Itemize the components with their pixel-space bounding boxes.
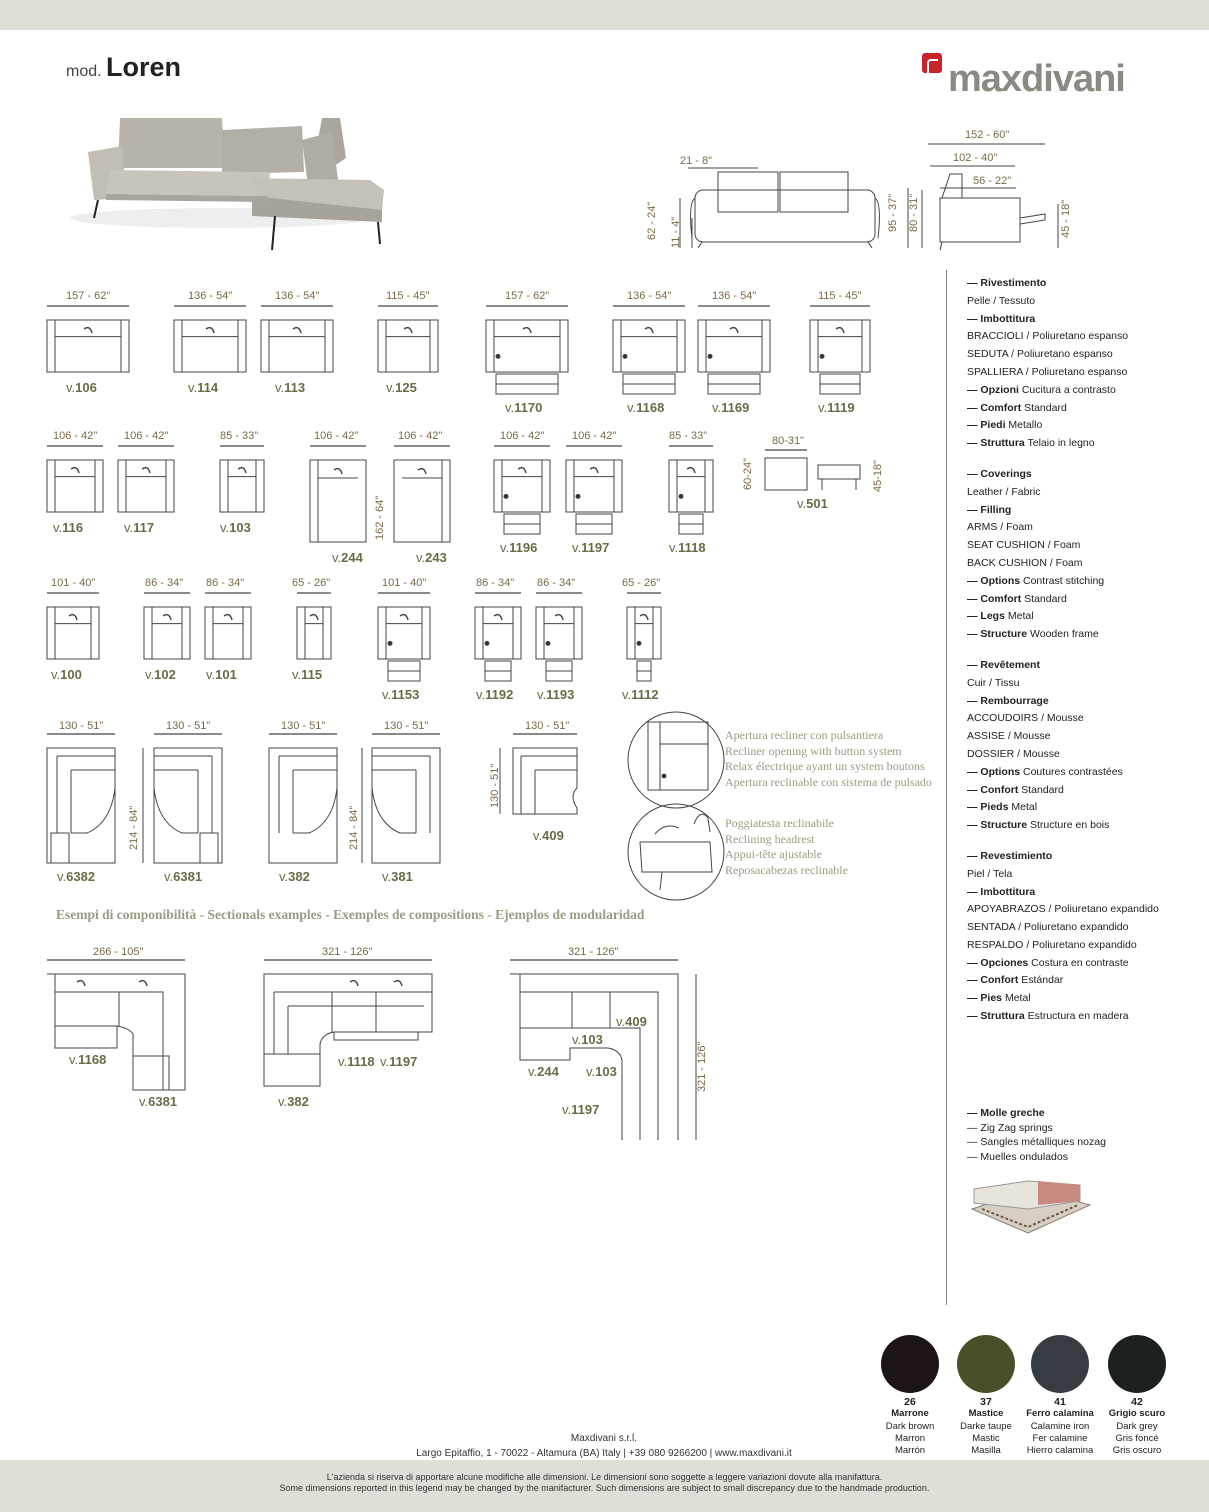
module-label-1153: v.1153 — [382, 687, 420, 702]
company-name: Maxdivani s.r.l. — [570, 1433, 638, 1444]
spec-line: Pelle / Tessuto — [967, 294, 1036, 307]
dim-243: 106 - 42" — [398, 430, 443, 442]
module-label-1169: v.1169 — [712, 400, 750, 415]
specs-panel — [967, 275, 1202, 1039]
dim-example-2: 321 - 126" — [322, 946, 373, 958]
spec-line: Leather / Fabric — [967, 485, 1041, 498]
dim-depth-seat: 56 - 22" — [973, 175, 1012, 187]
dim-115: 65 - 26" — [292, 577, 331, 589]
disclaimer — [0, 1472, 1209, 1494]
dim-106: 157 - 62" — [66, 290, 111, 302]
dim-depth-open: 152 - 60" — [965, 129, 1010, 141]
dim-409: 130 - 51" — [525, 720, 570, 732]
color-it: Marrone — [891, 1408, 929, 1420]
example-label-103b: v.103 — [586, 1064, 617, 1079]
dim-height-foot: 11 - 4" — [670, 216, 682, 248]
spec-line: — Pieds Metal — [967, 801, 1038, 814]
dim-113: 136 - 54" — [275, 290, 320, 302]
dim-116: 106 - 42" — [53, 430, 98, 442]
color-en: Dark brown — [885, 1420, 935, 1432]
spec-line: — Legs Metal — [967, 610, 1034, 623]
brand-name: maxdivani — [948, 58, 1125, 100]
spec-line: — Opzioni Cucitura a contrasto — [967, 383, 1116, 396]
dim-382: 130 - 51" — [281, 720, 326, 732]
spec-line: — Options Contrast stitching — [967, 574, 1105, 587]
dim-height-total: 62 - 24" — [646, 201, 658, 240]
dim-103: 85 - 33" — [220, 430, 259, 442]
dim-corner-1: 214 - 84" — [128, 805, 140, 850]
spec-line: — Pies Metal — [967, 992, 1031, 1005]
color-es: Gris oscuro — [1112, 1445, 1162, 1457]
dim-pouf-h: 45-18" — [872, 459, 884, 492]
module-label-114: v.114 — [188, 380, 219, 395]
spec-line: — Rivestimento — [967, 277, 1047, 289]
module-label-244: v.244 — [332, 550, 363, 565]
module-label-243: v.243 — [416, 550, 447, 565]
module-label-1196: v.1196 — [500, 540, 538, 555]
springs-line: — Sangles métalliques nozag — [967, 1136, 1106, 1148]
note-line: Reposacabezas reclinable — [725, 862, 848, 877]
dim-pouf-w: 80-31" — [772, 435, 805, 447]
spec-block — [967, 848, 1202, 1026]
module-label-381: v.381 — [382, 869, 413, 884]
example-label-409: v.409 — [616, 1014, 647, 1029]
dim-125: 115 - 45" — [386, 290, 430, 302]
dim-example-3: 321 - 126" — [568, 946, 619, 958]
note-line: Apertura recliner con pulsantiera — [725, 728, 884, 742]
module-label-382: v.382 — [279, 869, 310, 884]
dim-100: 101 - 40" — [51, 577, 96, 589]
dim-101: 86 - 34" — [206, 577, 245, 589]
color-fr: Mastic — [972, 1432, 1000, 1444]
dim-409-side: 130 - 51" — [489, 763, 501, 808]
springs-title: — Molle greche — [967, 1107, 1045, 1119]
spec-line: — Rembourrage — [967, 694, 1049, 707]
springs-line: — Zig Zag springs — [967, 1121, 1053, 1134]
spec-line: APOYABRAZOS / Poliuretano expandido — [967, 903, 1159, 916]
spec-line: Cuir / Tissu — [967, 676, 1020, 689]
color-label — [945, 1396, 1027, 1457]
dim-1192: 86 - 34" — [476, 577, 515, 589]
module-label-501: v.501 — [797, 496, 828, 511]
spec-line: — Imbottitura — [967, 312, 1036, 325]
module-label-1119: v.1119 — [818, 400, 855, 415]
color-code: 26 — [904, 1396, 916, 1408]
spec-line: Piel / Tela — [967, 867, 1013, 880]
spec-line: — Struttura Estructura en madera — [967, 1010, 1129, 1023]
color-fr: Gris foncé — [1115, 1432, 1159, 1444]
color-code: 41 — [1054, 1396, 1066, 1408]
color-swatch-37 — [957, 1335, 1015, 1393]
dim-1112: 65 - 26" — [622, 577, 661, 589]
color-es: Hierro calamina — [1026, 1445, 1094, 1457]
dim-1168: 136 - 54" — [627, 290, 672, 302]
color-en: Calamine iron — [1030, 1420, 1090, 1432]
dim-117: 106 - 42" — [124, 430, 169, 442]
color-it: Mastice — [968, 1408, 1004, 1420]
spec-line: — Piedi Metallo — [967, 419, 1043, 432]
module-label-113: v.113 — [275, 380, 306, 395]
company-info — [414, 1431, 794, 1461]
module-label-409: v.409 — [533, 828, 564, 843]
module-label-1193: v.1193 — [537, 687, 575, 702]
disclaimer-line: Some dimensions reported in this legend may be changed by the manifacturer. Such dimensions are subject to small discrepancy due to the handmade production. — [279, 1483, 930, 1493]
spec-line: — Coverings — [967, 467, 1032, 480]
module-label-101: v.101 — [206, 667, 237, 682]
dim-244: 106 - 42" — [314, 430, 359, 442]
module-label-1168: v.1168 — [627, 400, 665, 415]
dim-1196: 106 - 42" — [500, 430, 545, 442]
module-label-1118: v.1118 — [669, 540, 706, 555]
color-es: Masilla — [971, 1445, 1001, 1457]
headrest-note — [725, 816, 848, 878]
spec-line: BRACCIOLI / Poliuretano espanso — [967, 330, 1129, 343]
color-swatch-42 — [1108, 1335, 1166, 1393]
note-line: Relax électrique ayant un system boutons — [725, 759, 925, 773]
module-label-100: v.100 — [51, 667, 82, 682]
spec-line: ASSISE / Mousse — [967, 730, 1051, 743]
example-label-1118: v.1118 — [338, 1054, 375, 1069]
color-en: Darke taupe — [960, 1420, 1012, 1432]
spec-line: DOSSIER / Mousse — [967, 747, 1060, 760]
module-label-117: v.117 — [124, 520, 155, 535]
dim-height-seat: 80 - 31" — [908, 193, 920, 232]
spec-line: SENTADA / Poliuretano expandido — [967, 921, 1129, 934]
color-es: Marrón — [894, 1445, 926, 1457]
example-label-382: v.382 — [278, 1094, 309, 1109]
example-label-1197: v.1197 — [562, 1102, 600, 1117]
disclaimer-line: L'azienda si riserva di apportare alcune modifiche alle dimensioni. Le dimensioni sono soggette a leggere variazioni dovute alla manifattura. — [326, 1472, 883, 1482]
spec-block — [967, 275, 1202, 453]
dim-chaise: 162 - 64" — [374, 495, 386, 540]
spec-line: — Filling — [967, 503, 1012, 516]
spec-block — [967, 466, 1202, 644]
color-swatch-26 — [881, 1335, 939, 1393]
divider — [946, 270, 947, 1305]
module-label-125: v.125 — [386, 380, 417, 395]
dim-1119: 115 - 45" — [818, 290, 862, 302]
spec-line: — Options Coutures contrastées — [967, 765, 1123, 778]
module-label-103: v.103 — [220, 520, 251, 535]
spec-line: SEAT CUSHION / Foam — [967, 539, 1081, 552]
note-line: Appui-tête ajustable — [725, 847, 822, 861]
spec-line: BACK CUSHION / Foam — [967, 556, 1083, 569]
spec-line: — Revêtement — [967, 658, 1040, 671]
spec-line: — Comfort Standard — [967, 401, 1067, 414]
note-line: Apertura reclinable con sistema de pulsado — [725, 774, 932, 789]
module-label-1192: v.1192 — [476, 687, 514, 702]
dim-example-1: 266 - 105" — [93, 946, 144, 958]
color-fr: Fer calamine — [1032, 1432, 1088, 1444]
color-fr: Marron — [894, 1432, 926, 1444]
dim-1153: 101 - 40" — [382, 577, 427, 589]
module-label-1197: v.1197 — [572, 540, 610, 555]
color-code: 42 — [1131, 1396, 1143, 1408]
dim-1170: 157 - 62" — [505, 290, 550, 302]
color-label — [1019, 1396, 1101, 1457]
dim-102: 86 - 34" — [145, 577, 184, 589]
module-label-116: v.116 — [53, 520, 84, 535]
note-line: Recliner opening with button system — [725, 743, 902, 758]
spec-line: — Opciones Costura en contraste — [967, 956, 1129, 969]
color-it: Grigio scuro — [1108, 1408, 1166, 1420]
color-en: Dark grey — [1116, 1420, 1158, 1432]
recliner-note — [725, 728, 932, 790]
spec-line: — Imbottitura — [967, 885, 1036, 898]
module-label-115: v.115 — [292, 667, 323, 682]
example-label-1168: v.1168 — [69, 1052, 107, 1067]
examples-title: Esempi di componibilità - Sectionals examples - Exemples de compositions - Ejemplos de modularidad — [56, 907, 645, 922]
spec-line: SPALLIERA / Poliuretano espanso — [967, 365, 1128, 378]
dim-corner-2: 214 - 84" — [348, 805, 360, 850]
example-label-244: v.244 — [528, 1064, 559, 1079]
spec-line: — Confort Standard — [967, 783, 1064, 796]
color-label — [869, 1396, 951, 1457]
color-it: Ferro calamina — [1026, 1408, 1094, 1420]
note-line: Poggiatesta reclinabile — [725, 816, 834, 830]
spec-line: SEDUTA / Poliuretano espanso — [967, 348, 1113, 361]
spec-block — [967, 657, 1202, 835]
color-swatch-41 — [1031, 1335, 1089, 1393]
module-label-1170: v.1170 — [505, 400, 543, 415]
dim-1197: 106 - 42" — [572, 430, 617, 442]
brand-logo — [922, 50, 1162, 110]
note-line: Reclining headrest — [725, 831, 815, 846]
spec-line: — Structure Wooden frame — [967, 628, 1099, 641]
module-label-1112: v.1112 — [622, 687, 659, 702]
title-prefix: mod. — [66, 63, 102, 80]
spec-line: — Structure Structure en bois — [967, 819, 1110, 832]
spec-line: — Revestimiento — [967, 849, 1053, 862]
dim-6382: 130 - 51" — [59, 720, 104, 732]
company-address: Largo Epitaffio, 1 - 70022 - Altamura (BA) Italy | +39 080 9266200 | www.maxdivani.it — [416, 1448, 792, 1459]
springs-line: — Muelles ondulados — [967, 1150, 1068, 1163]
dim-depth: 102 - 40" — [953, 152, 998, 164]
dim-height-arm: 45 - 18" — [1060, 199, 1072, 238]
dim-pouf-d: 60-24" — [742, 457, 754, 490]
dim-seat-width: 21 - 8" — [680, 155, 713, 167]
module-label-6382: v.6382 — [57, 869, 96, 884]
example-label-103: v.103 — [572, 1032, 603, 1047]
dim-1169: 136 - 54" — [712, 290, 757, 302]
spec-line: — Struttura Telaio in legno — [967, 437, 1095, 450]
model-name: Loren — [106, 52, 182, 82]
dim-381: 130 - 51" — [384, 720, 429, 732]
spec-line: RESPALDO / Poliuretano expandido — [967, 938, 1137, 951]
dim-1193: 86 - 34" — [537, 577, 576, 589]
module-label-102: v.102 — [145, 667, 176, 682]
dim-example-3-side: 321 - 126" — [696, 1041, 708, 1092]
spec-line: — Confort Estándar — [967, 974, 1064, 987]
spec-line: — Comfort Standard — [967, 592, 1067, 605]
springs-image — [968, 1175, 1093, 1235]
example-label-1197: v.1197 — [380, 1054, 418, 1069]
spec-line: ARMS / Foam — [967, 521, 1033, 534]
module-label-106: v.106 — [66, 380, 97, 395]
dim-height-back: 95 - 37" — [887, 193, 899, 232]
color-code: 37 — [980, 1396, 992, 1408]
dim-1118: 85 - 33" — [669, 430, 708, 442]
example-label-6381: v.6381 — [139, 1094, 178, 1109]
color-label — [1096, 1396, 1178, 1457]
dim-6381: 130 - 51" — [166, 720, 211, 732]
spec-line: ACCOUDOIRS / Mousse — [967, 712, 1084, 725]
dim-114: 136 - 54" — [188, 290, 233, 302]
module-label-6381: v.6381 — [164, 869, 203, 884]
springs-info — [967, 1106, 1106, 1164]
